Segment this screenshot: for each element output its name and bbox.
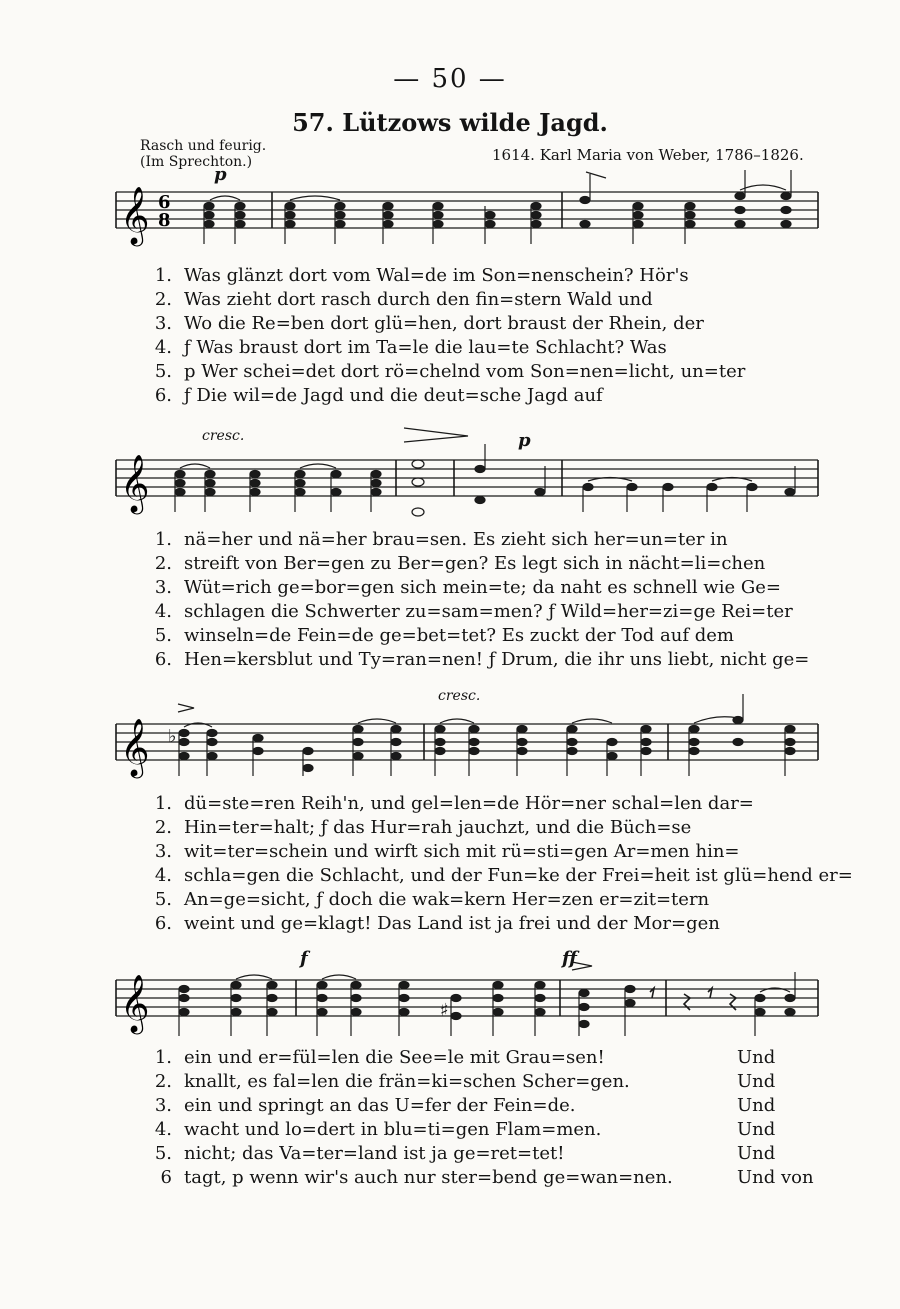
lyric-line bbox=[152, 384, 832, 408]
verse-number: 2. bbox=[154, 553, 172, 574]
verse-number: 5. bbox=[154, 625, 172, 646]
lyric-text: nicht; das Va=ter=land ist ja ge=ret=tet! bbox=[184, 1143, 565, 1164]
verse-number: 3. bbox=[154, 1095, 172, 1116]
staff-lines bbox=[116, 980, 818, 1016]
time-signature-top: 6 bbox=[158, 192, 171, 213]
dynamic-mark: p bbox=[518, 430, 531, 451]
lyric-line bbox=[152, 576, 832, 600]
lyric-line bbox=[152, 600, 832, 624]
lyric-line bbox=[152, 336, 832, 360]
lyric-text: Was glänzt dort vom Wal=de im Son=nenschein? Hör's bbox=[184, 265, 689, 286]
lyric-line bbox=[152, 864, 853, 888]
lyric-line bbox=[152, 360, 832, 384]
lyric-pickup: Und bbox=[737, 1143, 776, 1164]
dynamic-mark: ff bbox=[562, 948, 577, 969]
verse-number: 1. bbox=[154, 529, 172, 550]
lyric-line bbox=[152, 792, 832, 816]
verse-number: 5. bbox=[154, 361, 172, 382]
verse-number: 1. bbox=[154, 793, 172, 814]
lyric-text: winseln=de Fein=de ge=bet=tet? Es zuckt der Tod auf dem bbox=[184, 625, 734, 646]
verse-number: 5. bbox=[154, 1143, 172, 1164]
verse-number: 4. bbox=[154, 601, 172, 622]
verse-number: 3. bbox=[154, 313, 172, 334]
verse-number: 4. bbox=[154, 337, 172, 358]
lyric-text: schlagen die Schwerter zu=sam=men? ƒ Wild=her=zi=ge Rei=ter bbox=[184, 601, 793, 622]
staff bbox=[0, 684, 900, 804]
music-system bbox=[0, 684, 900, 946]
lyric-text: knallt, es fal=len die frän=ki=schen Scher=gen. bbox=[184, 1071, 630, 1092]
lyric-text: ƒ Die wil=de Jagd und die deut=sche Jagd auf bbox=[184, 385, 603, 406]
svg-text:♭: ♭ bbox=[168, 726, 177, 747]
verse-number: 4. bbox=[154, 1119, 172, 1140]
treble-clef: 𝄞 bbox=[120, 974, 150, 1032]
lyric-text: dü=ste=ren Reih'n, und gel=len=de Hör=ner schal=len dar= bbox=[184, 793, 754, 814]
lyric-text: Was zieht dort rasch durch den fin=stern Wald und bbox=[184, 289, 653, 310]
time-signature-bottom: 8 bbox=[158, 210, 171, 231]
lyric-text: nä=her und nä=her brau=sen. Es zieht sich her=un=ter in bbox=[184, 529, 728, 550]
verse-number: 5. bbox=[154, 889, 172, 910]
lyric-line bbox=[152, 1166, 832, 1190]
lyric-text: weint und ge=klagt! Das Land ist ja frei und der Mor=gen bbox=[184, 913, 720, 934]
svg-text:♯: ♯ bbox=[440, 1000, 449, 1021]
lyric-text: wacht und lo=dert in blu=ti=gen Flam=men. bbox=[184, 1119, 602, 1140]
lyrics-block bbox=[152, 1046, 832, 1190]
notes bbox=[168, 694, 795, 776]
verse-number: 3. bbox=[154, 577, 172, 598]
lyric-line bbox=[152, 1070, 832, 1094]
decrescendo-hairpin bbox=[404, 428, 468, 442]
page-number: — 50 — bbox=[393, 64, 507, 94]
verse-number: 2. bbox=[154, 289, 172, 310]
verse-number: 6. bbox=[154, 649, 172, 670]
lyric-line bbox=[152, 264, 832, 288]
treble-clef: 𝄞 bbox=[120, 186, 150, 244]
notes bbox=[179, 972, 795, 1036]
verse-number: 2. bbox=[154, 817, 172, 838]
verse-number: 6. bbox=[154, 913, 172, 934]
lyric-line bbox=[152, 552, 832, 576]
lyric-pickup: Und bbox=[737, 1119, 776, 1140]
verse-number: 4. bbox=[154, 865, 172, 886]
lyric-text: wit=ter=schein und wirft sich mit rü=sti=gen Ar=men hin= bbox=[184, 841, 740, 862]
verse-number: 1. bbox=[154, 1047, 172, 1068]
verse-number: 6 bbox=[160, 1167, 172, 1188]
crescendo-mark: cresc. bbox=[202, 428, 245, 444]
treble-clef: 𝄞 bbox=[120, 718, 150, 776]
treble-clef: 𝄞 bbox=[120, 454, 150, 512]
lyric-text: Hen=kersblut und Ty=ran=nen! ƒ Drum, die ihr uns liebt, nicht ge= bbox=[184, 649, 810, 670]
lyric-text: ein und er=fül=len die See=le mit Grau=sen! bbox=[184, 1047, 605, 1068]
crescendo-mark: cresc. bbox=[438, 688, 481, 704]
lyric-line bbox=[152, 888, 832, 912]
dynamic-mark: f bbox=[300, 948, 308, 969]
verse-number: 6. bbox=[154, 385, 172, 406]
lyrics-block bbox=[152, 792, 853, 936]
music-system bbox=[0, 160, 900, 420]
lyric-text: ƒ Was braust dort im Ta=le die lau=te Schlacht? Was bbox=[184, 337, 667, 358]
lyric-line bbox=[152, 624, 832, 648]
music-system bbox=[0, 946, 900, 1206]
lyric-pickup: Und von bbox=[737, 1167, 814, 1188]
lyric-pickup: Und bbox=[737, 1071, 776, 1092]
lyric-text: Wo die Re=ben dort glü=hen, dort braust der Rhein, der bbox=[184, 313, 704, 334]
music-system bbox=[0, 424, 900, 686]
lyric-line bbox=[152, 528, 832, 552]
lyric-line bbox=[152, 1046, 832, 1070]
composer-credit: 1614. Karl Maria von Weber, 1786–1826. bbox=[492, 146, 804, 164]
staff-lines bbox=[116, 192, 818, 228]
tempo-line: (Im Sprechton.) bbox=[140, 154, 253, 170]
lyric-line bbox=[152, 1142, 832, 1166]
verse-number: 1. bbox=[154, 265, 172, 286]
dynamic-mark: p bbox=[214, 164, 227, 185]
lyric-text: tagt, p wenn wir's auch nur ster=bend ge=wan=nen. bbox=[184, 1167, 673, 1188]
ties bbox=[210, 172, 786, 200]
lyrics-block bbox=[152, 264, 832, 408]
verse-number: 2. bbox=[154, 1071, 172, 1092]
song-title: 57. Lützows wilde Jagd. bbox=[292, 108, 608, 137]
lyric-text: schla=gen die Schlacht, und der Fun=ke der Frei=heit ist glü=hend er= bbox=[184, 865, 853, 886]
lyric-pickup: Und bbox=[737, 1095, 776, 1116]
staff-lines bbox=[116, 724, 818, 760]
lyric-pickup: Und bbox=[737, 1047, 776, 1068]
lyric-line bbox=[152, 816, 832, 840]
lyric-text: Wüt=rich ge=bor=gen sich mein=te; da naht es schnell wie Ge= bbox=[184, 577, 781, 598]
staff bbox=[0, 424, 900, 544]
notes bbox=[175, 444, 795, 516]
notes bbox=[204, 170, 791, 244]
lyric-line bbox=[152, 912, 832, 936]
verse-number: 3. bbox=[154, 841, 172, 862]
lyric-line bbox=[152, 840, 832, 864]
lyric-line bbox=[152, 1094, 832, 1118]
tempo-line: Rasch und feurig. bbox=[140, 138, 267, 154]
lyric-text: Hin=ter=halt; ƒ das Hur=rah jauchzt, und die Büch=se bbox=[184, 817, 692, 838]
lyric-text: ein und springt an das U=fer der Fein=de. bbox=[184, 1095, 576, 1116]
lyric-line bbox=[152, 648, 832, 672]
lyric-line bbox=[152, 312, 832, 336]
lyric-line bbox=[152, 288, 832, 312]
lyrics-block bbox=[152, 528, 832, 672]
lyric-line bbox=[152, 1118, 832, 1142]
lyric-text: p Wer schei=det dort rö=chelnd vom Son=nen=licht, un=ter bbox=[184, 361, 746, 382]
lyric-text: An=ge=sicht, ƒ doch die wak=kern Her=zen er=zit=tern bbox=[184, 889, 710, 910]
staff bbox=[0, 160, 900, 280]
lyric-text: streift von Ber=gen zu Ber=gen? Es legt sich in nächt=li=chen bbox=[184, 553, 766, 574]
